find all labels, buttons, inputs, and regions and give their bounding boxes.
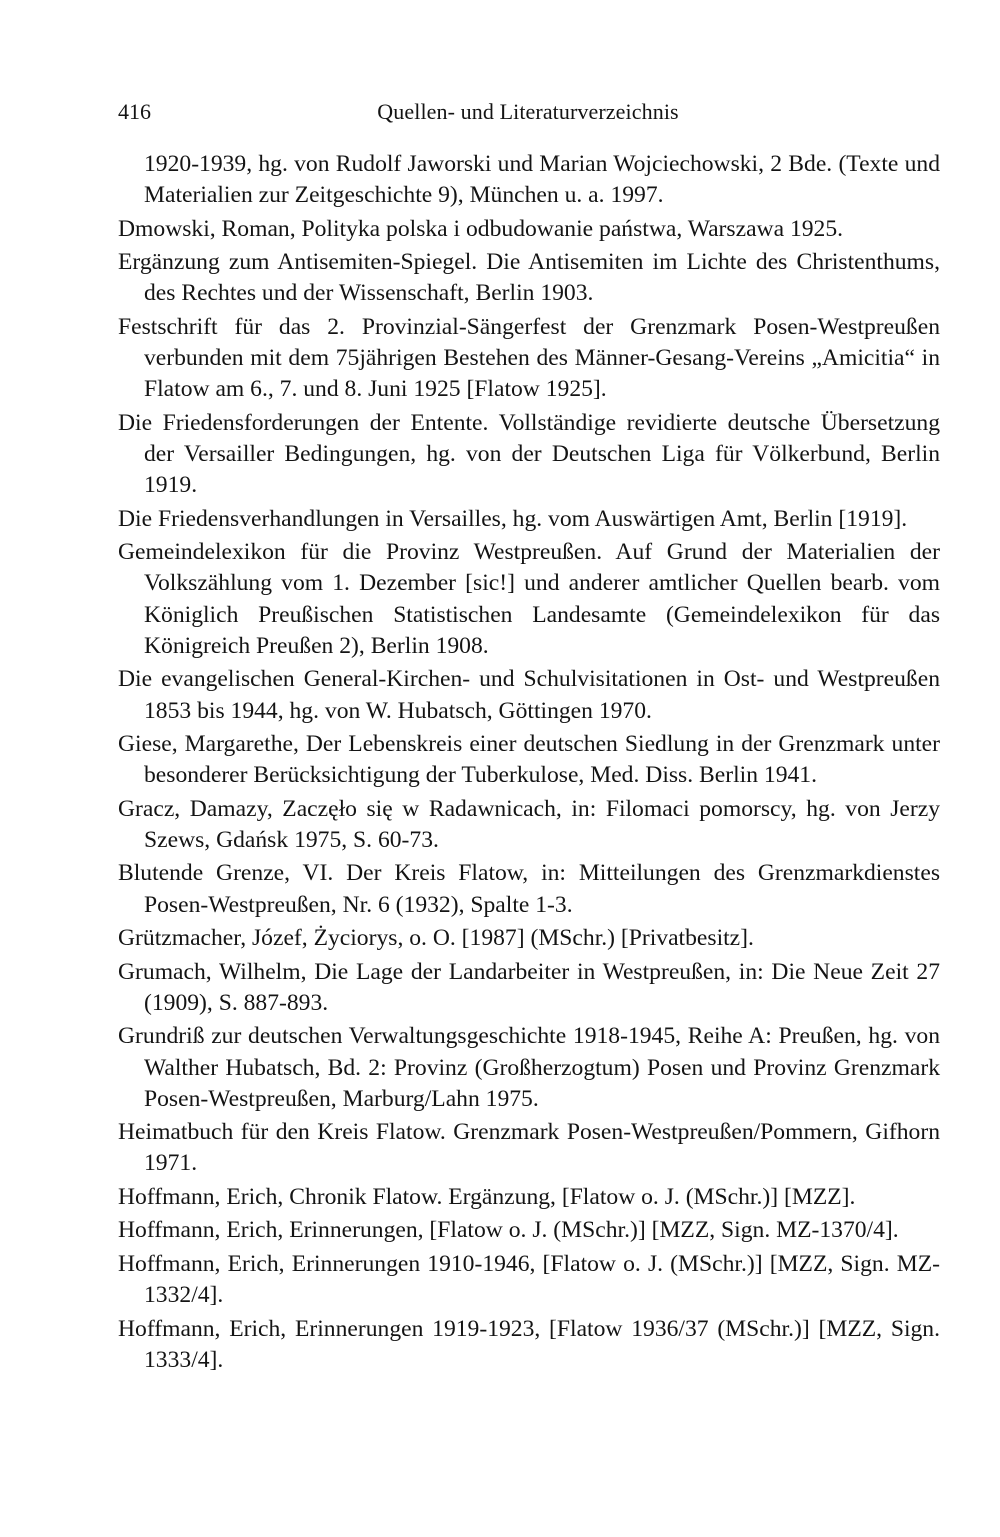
bibliography-entry: Grundriß zur deutschen Verwaltungsgeschichte 1918-1945, Reihe A: Preußen, hg. von Walther Hubatsch, Bd. 2: Provinz (Großherzogtum) Posen und Provinz Grenzmark Posen-Westpreußen, Marburg/Lahn 1975.: [118, 1023, 940, 1112]
bibliography-entry: Festschrift für das 2. Provinzial-Sängerfest der Grenzmark Posen-Westpreußen verbunden mit dem 75jährigen Bestehen des Männer-Gesang-Vereins „Amicitia“ in Flatow am 6., 7. und 8. Juni 1925 [Flatow 1925].: [118, 313, 940, 403]
bibliography-entry: Ergänzung zum Antisemiten-Spiegel. Die Antisemiten im Lichte des Christenthums, des Rechtes und der Wissenschaft, Berlin 1903.: [118, 249, 940, 307]
bibliography-entry: Hoffmann, Erich, Erinnerungen 1919-1923, [Flatow 1936/37 (MSchr.)] [MZZ, Sign. 1333/4].: [118, 1315, 940, 1373]
bibliography-entry: 1920-1939, hg. von Rudolf Jaworski und Marian Wojciechowski, 2 Bde. (Texte und Materialien zur Zeitgeschichte 9), München u. a. 1997.: [144, 151, 940, 209]
bibliography-entry: Die evangelischen General-Kirchen- und Schulvisitationen in Ost- und Westpreußen 1853 bis 1944, hg. von W. Hubatsch, Göttingen 1970.: [118, 666, 940, 724]
bibliography-entry: Die Friedensforderungen der Entente. Vollständige revidierte deutsche Übersetzung der Versailler Bedingungen, hg. von der Deutschen Liga für Völkerbund, Berlin 1919.: [118, 409, 940, 499]
bibliography-entry: Grützmacher, Józef, Życiorys, o. O. [1987] (MSchr.) [Privatbesitz].: [118, 925, 754, 952]
page-number: 416: [118, 99, 151, 124]
bibliography-list: [118, 149, 940, 1378]
running-head: [118, 95, 938, 129]
running-head-title: Quellen- und Literaturverzeichnis: [377, 99, 679, 124]
bibliography-entry: Die Friedensverhandlungen in Versailles, hg. vom Auswärtigen Amt, Berlin [1919].: [118, 505, 908, 532]
bibliography-entry: Hoffmann, Erich, Erinnerungen 1910-1946, [Flatow o. J. (MSchr.)] [MZZ, Sign. MZ-1332/4].: [118, 1250, 940, 1309]
bibliography-entry: Giese, Margarethe, Der Lebenskreis einer deutschen Siedlung in der Grenzmark unter besonderer Berücksichtigung der Tuberkulose, Med. Diss. Berlin 1941.: [118, 731, 940, 789]
bibliography-entry: Hoffmann, Erich, Erinnerungen, [Flatow o. J. (MSchr.)] [MZZ, Sign. MZ-1370/4].: [118, 1217, 899, 1244]
bibliography-entry: Grumach, Wilhelm, Die Lage der Landarbeiter in Westpreußen, in: Die Neue Zeit 27 (1909), S. 887-893.: [118, 958, 940, 1016]
bibliography-entry: Gemeindelexikon für die Provinz Westpreußen. Auf Grund der Materialien der Volkszählung vom 1. Dezember [sic!] und anderer amtlicher Quellen bearb. vom Königlich Preußischen Statistischen Landesamte (Gemeindelexikon für das Königreich Preußen 2), Berlin 1908.: [118, 539, 940, 659]
bibliography-entry: Heimatbuch für den Kreis Flatow. Grenzmark Posen-Westpreußen/Pommern, Gifhorn 1971.: [118, 1119, 940, 1177]
bibliography-entry: Gracz, Damazy, Zaczęło się w Radawnicach, in: Filomaci pomorscy, hg. von Jerzy Szews, Gdańsk 1975, S. 60-73.: [118, 795, 940, 853]
bibliography-entry: Hoffmann, Erich, Chronik Flatow. Ergänzung, [Flatow o. J. (MSchr.)] [MZZ].: [118, 1183, 856, 1210]
bibliography-entry: Blutende Grenze, VI. Der Kreis Flatow, in: Mitteilungen des Grenzmarkdienstes Posen-Westpreußen, Nr. 6 (1932), Spalte 1-3.: [118, 860, 940, 918]
bibliography-entry: Dmowski, Roman, Polityka polska i odbudowanie państwa, Warszawa 1925.: [118, 215, 844, 242]
